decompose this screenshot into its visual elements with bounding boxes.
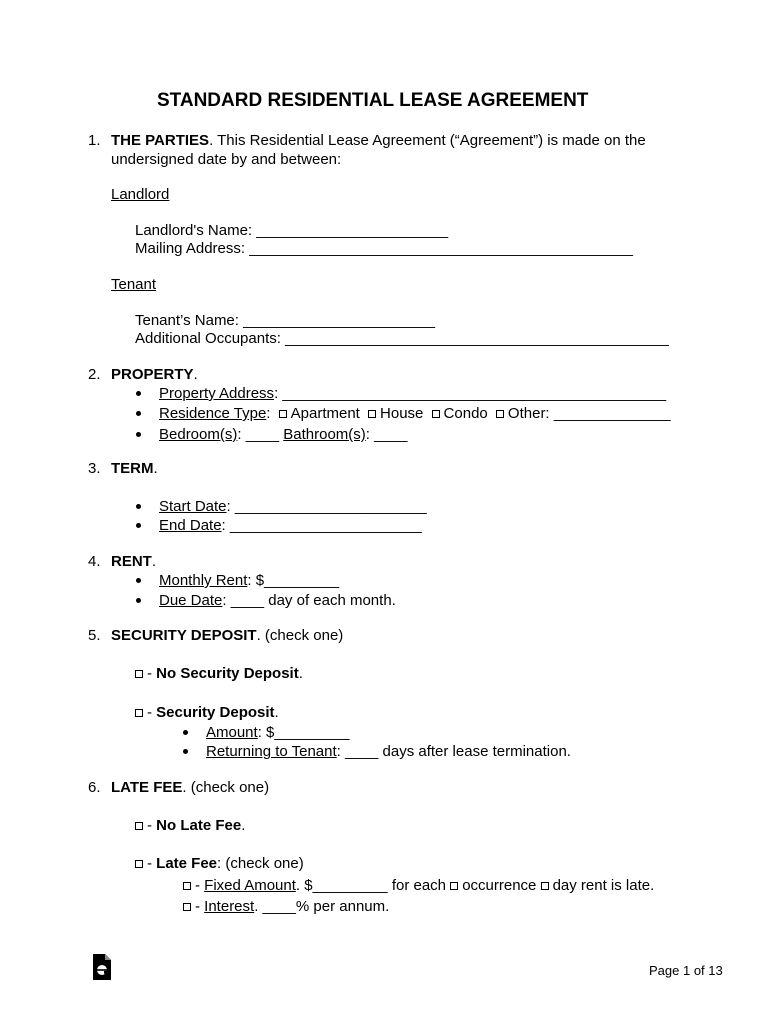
residence-type-colon: : [266, 405, 271, 422]
returning-to-tenant-field[interactable] [206, 743, 571, 761]
section-1-intro: . This Residential Lease Agreement (“Agreement”) is made on the [209, 132, 646, 149]
returning-label: Returning to Tenant [206, 743, 337, 760]
condo-checkbox[interactable] [432, 410, 440, 418]
bullet-icon [136, 391, 141, 396]
section-3-heading-line [111, 460, 158, 478]
section-6-heading: LATE FEE [111, 779, 183, 796]
bullet-icon [183, 730, 188, 735]
other-option: Other: ______________ [507, 405, 671, 422]
late-fee-checkbox[interactable] [135, 860, 143, 868]
start-date-field[interactable] [159, 498, 427, 516]
due-date-label: Due Date [159, 592, 223, 609]
interest-blank: . ____% per annum. [254, 898, 390, 915]
end-date-blank: : _______________________ [221, 517, 422, 534]
section-5-heading-line [111, 627, 343, 645]
property-address-label: Property Address [159, 385, 275, 402]
occurrence-checkbox[interactable] [450, 882, 458, 890]
bedrooms-blank: : ____ [237, 426, 280, 443]
bathrooms-blank: : ____ [365, 426, 408, 443]
fixed-amount-label: Fixed Amount [204, 877, 296, 894]
due-date-field[interactable] [159, 592, 396, 610]
section-4-dot: . [151, 553, 157, 570]
section-5-instruction: . (check one) [256, 627, 344, 644]
landlord-name-field[interactable]: Landlord's Name: _______________________ [135, 222, 449, 239]
option-dash: - [195, 877, 200, 894]
tenant-label: Tenant [111, 276, 157, 293]
section-1-line1 [111, 132, 646, 150]
option-dash: - [147, 704, 152, 721]
monthly-rent-label: Monthly Rent [159, 572, 248, 589]
interest-option[interactable] [183, 898, 389, 916]
amount-label: Amount [206, 724, 258, 741]
section-1-heading: THE PARTIES [111, 132, 210, 149]
section-3-dot: . [153, 460, 158, 477]
no-late-fee-label: No Late Fee [156, 817, 242, 834]
condo-option: Condo [443, 405, 488, 422]
apartment-checkbox[interactable] [279, 410, 287, 418]
bullet-icon [136, 432, 141, 437]
day-late-label: day rent is late. [552, 877, 655, 894]
section-6-number: 6. [88, 779, 101, 796]
start-date-blank: : _______________________ [226, 498, 427, 515]
fixed-amount-option[interactable] [183, 877, 654, 895]
section-6-instruction: . (check one) [182, 779, 270, 796]
apartment-option: Apartment [290, 405, 360, 422]
end-date-label: End Date [159, 517, 222, 534]
bullet-icon [136, 598, 141, 603]
fixed-amount-checkbox[interactable] [183, 882, 191, 890]
no-deposit-checkbox[interactable] [135, 670, 143, 678]
mailing-address-field[interactable]: Mailing Address: ______________________________________________ [135, 240, 633, 257]
no-deposit-label: No Security Deposit [156, 665, 299, 682]
start-date-label: Start Date [159, 498, 227, 515]
option-dash: - [147, 665, 152, 682]
section-4-number: 4. [88, 553, 101, 570]
landlord-label: Landlord [111, 186, 170, 203]
additional-occupants-field[interactable]: Additional Occupants: ______________________________________________ [135, 330, 669, 347]
late-fee-label: Late Fee [156, 855, 218, 872]
interest-label: Interest [204, 898, 255, 915]
end-date-field[interactable] [159, 517, 422, 535]
late-fee-option[interactable] [135, 855, 304, 873]
returning-blank: : ____ days after lease termination. [336, 743, 571, 760]
house-checkbox[interactable] [368, 410, 376, 418]
deposit-amount-field[interactable] [206, 724, 349, 742]
residence-type-field [159, 405, 671, 423]
section-1-line2: undersigned date by and between: [111, 151, 342, 168]
occurrence-label: occurrence [462, 877, 537, 894]
amount-blank: : $_________ [257, 724, 350, 741]
section-3-number: 3. [88, 460, 101, 477]
section-3-heading: TERM [111, 460, 154, 477]
section-6-heading-line [111, 779, 269, 797]
property-address-blank: : ______________________________________________ [274, 385, 667, 402]
option-dot: . [274, 704, 279, 721]
monthly-rent-blank: : $_________ [247, 572, 340, 589]
option-dash: - [147, 855, 152, 872]
deposit-label: Security Deposit [156, 704, 275, 721]
option-dash: - [195, 898, 200, 915]
bullet-icon [136, 578, 141, 583]
security-deposit-option[interactable] [135, 704, 279, 722]
day-late-checkbox[interactable] [541, 882, 549, 890]
bedrooms-label: Bedroom(s) [159, 426, 238, 443]
rooms-field[interactable] [159, 426, 408, 444]
eforms-logo-icon [93, 954, 111, 980]
section-4-heading-line [111, 553, 156, 571]
bullet-icon [183, 749, 188, 754]
section-1-number: 1. [88, 132, 101, 149]
section-5-number: 5. [88, 627, 101, 644]
interest-checkbox[interactable] [183, 903, 191, 911]
option-dot: . [241, 817, 246, 834]
bullet-icon [136, 411, 141, 416]
section-5-heading: SECURITY DEPOSIT [111, 627, 257, 644]
house-option: House [380, 405, 424, 422]
section-2-heading: PROPERTY [111, 366, 194, 383]
section-2-dot: . [193, 366, 198, 383]
no-security-deposit-option[interactable] [135, 665, 303, 683]
section-4-heading: RENT [111, 553, 152, 570]
no-late-fee-checkbox[interactable] [135, 822, 143, 830]
other-checkbox[interactable] [496, 410, 504, 418]
deposit-checkbox[interactable] [135, 709, 143, 717]
section-2-number: 2. [88, 366, 101, 383]
option-dash: - [147, 817, 152, 834]
section-2-heading-line [111, 366, 198, 384]
residence-type-label: Residence Type [159, 405, 267, 422]
property-address-field[interactable] [159, 385, 666, 403]
tenant-name-field[interactable]: Tenant’s Name: _______________________ [135, 312, 435, 329]
page-number: Page 1 of 13 [649, 963, 723, 978]
bullet-icon [136, 504, 141, 509]
late-fee-instruction: : (check one) [217, 855, 304, 872]
bathrooms-label: Bathroom(s) [283, 426, 366, 443]
document-title: STANDARD RESIDENTIAL LEASE AGREEMENT [157, 90, 589, 111]
option-dot: . [298, 665, 303, 682]
due-date-blank: : ____ day of each month. [222, 592, 396, 609]
monthly-rent-field[interactable] [159, 572, 339, 590]
bullet-icon [136, 523, 141, 528]
no-late-fee-option[interactable] [135, 817, 245, 835]
fixed-amount-blank: . $_________ for each [295, 877, 447, 894]
